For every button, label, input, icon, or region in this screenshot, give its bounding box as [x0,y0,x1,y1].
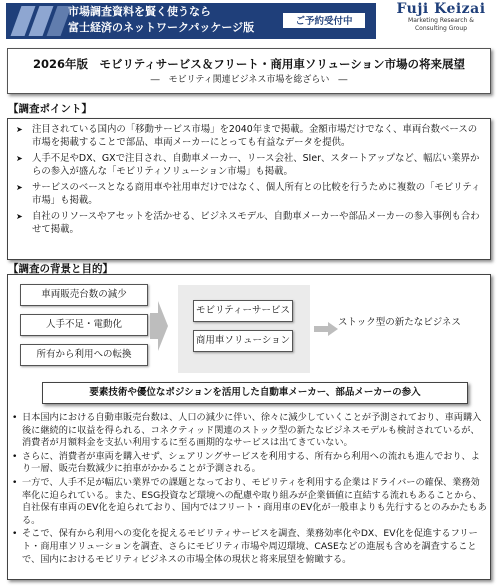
service-box: モビリティーサービス [193,300,293,322]
paragraph [12,451,488,476]
logo-sub-1: Marketing Research & [408,17,474,24]
point-text: 人手不足やDX、GXで注目され、自動車メーカー、リース会社、SIer、スタートアップなど、幅広い業界からの参入が盛んな「モビリティソリューション市場」も掲載。 [32,153,480,177]
arrow-bullet-icon: ➤ [16,212,23,221]
point-text: 注目されている国内の「移動サービス市場」を2040年まで掲載。金額市場だけでなく、車両台数ベースの市場を掲載することで部品、車両メーカーにとっても有益なデータを提供。 [32,124,478,148]
point-text: サービスのベースとなる商用車や社用車だけではなく、個人所有との比較を行うために複数の「モビリティ市場」も掲載。 [32,182,481,206]
banner-line-2: 富士経済のネットワークパッケージ版 [68,21,255,34]
report-title-box [7,48,491,94]
point-item [16,210,484,236]
points-box [7,118,491,260]
point-item [16,152,484,178]
point-text: 自社のリソースやアセットを活かせる、ビジネスモデル、自動車メーカーや部品メーカーの参入事例も合わせて掲載。 [32,211,480,235]
paragraph [12,528,488,566]
point-item [16,181,484,207]
logo-sub-2: Consulting Group [414,25,468,32]
result-label: ストック型の新たなビジネス [338,317,461,328]
reservation-badge[interactable]: ご予約受付中 [282,12,366,29]
right-arrow-icon [314,322,338,336]
background-heading: 【調査の背景と目的】 [8,263,113,275]
paragraph-text: そこで、保有から利用への変化を捉えるモビリティサービスを調査、業務効率化やDX、EV化を促進するフリート・商用車ソリューションを調査、さらにモビリティ市場や周辺環境、CASEなどの進展も含めを調査することで、国内におけるモビリティビジネスの市場全体の現状と将来展望を俯瞰する。 [22,528,478,565]
arrow-bullet-icon: ➤ [16,125,23,134]
background-paragraphs [12,412,488,567]
paragraph-text: 一方で、人手不足が幅広い業界での課題となっており、モビリティを利用する企業はドライバーの確保、業務効率化に迫られている。また、ESG投資など環境への配慮や取り組みが企業価値に直結する流れもあることから、自社保有車両のEV化を迫られており、国内ではフリート・商用車のEV化が一般車よりも先行するとのみかたもある。 [22,476,487,526]
factor-box: 車両販売台数の減少 [20,284,148,306]
report-title: 2026年版 モビリティサービス＆フリート・商用車ソリューション市場の将来展望 [32,57,466,71]
dot-bullet-icon: • [12,412,18,423]
header-banner [0,0,498,44]
service-box: 商用車ソリューション [193,330,293,352]
points-heading: 【調査ポイント】 [8,103,92,115]
banner-text [68,4,254,36]
factor-box: 人手不足・電動化 [20,314,148,336]
logo-main: Fuji Keizai [396,1,486,17]
report-subtitle: ― モビリティ関連ビジネス市場を総ざらい ― [150,75,348,85]
arrow-bullet-icon: ➤ [16,154,23,163]
paragraph-text: さらに、消費者が車両を購入せず、シェアリングサービスを利用する、所有から利用への流れも進んでおり、より一層、販売台数減少に拍車がかかることが予測される。 [22,450,480,475]
point-item [16,123,484,149]
banner-line-1: 市場調査資料を賢く使うなら [68,5,211,18]
key-message-box: 要素技術や優位なポジションを活用した自動車メーカー、部品メーカーの参入 [42,382,468,404]
paragraph [12,412,488,450]
arrow-bullet-icon: ➤ [16,183,23,192]
right-arrow-icon [150,301,168,351]
factor-box: 所有から利用への転換 [20,344,148,366]
dot-bullet-icon: • [12,528,18,540]
paragraph-text: 日本国内における自動車販売台数は、人口の減少に伴い、徐々に減少していくことが予測されており、車両購入後に継続的に収益を得られる、コネクティッド関連のストック型の新たなビジネスモデルも検討されているが、消費者が月額料金を支払い利用するに至る画期的なサービスは出てきていない。 [22,412,482,449]
dot-bullet-icon: • [12,450,18,462]
paragraph [12,477,488,527]
dot-bullet-icon: • [12,476,18,488]
company-logo [388,1,494,33]
services-panel [178,285,310,373]
